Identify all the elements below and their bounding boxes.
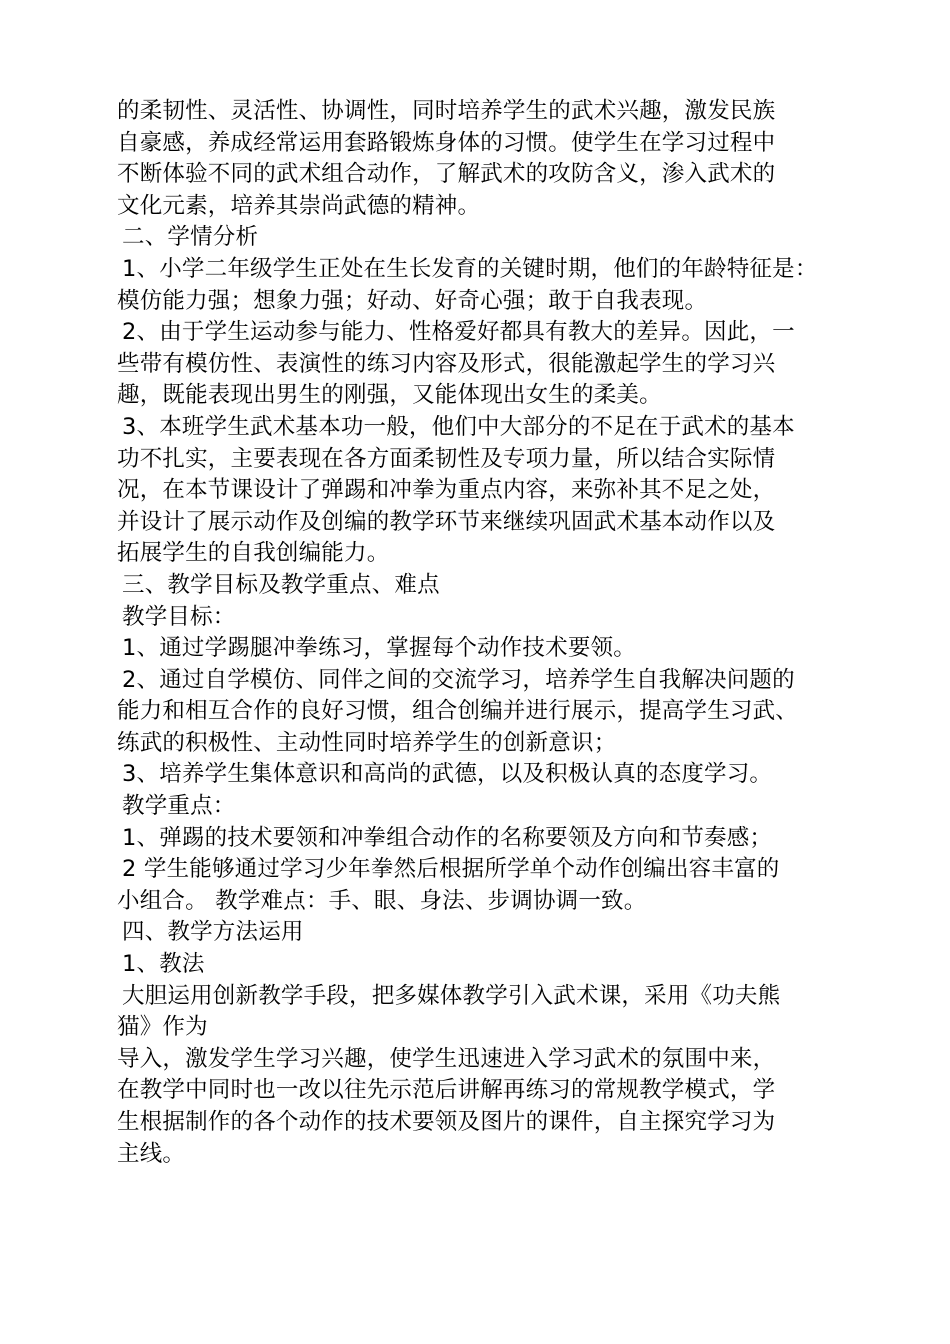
paragraph-line: 趣，既能表现出男生的刚强，又能体现出女生的柔美。	[117, 382, 662, 409]
paragraph-line: 不断体验不同的武术组合动作，了解武术的攻防含义，渗入武术的	[117, 161, 776, 188]
paragraph-line: 大胆运用创新教学手段，把多媒体教学引入武术课，采用《功夫熊	[122, 982, 781, 1009]
paragraph-line: 况，在本节课设计了弹踢和冲拳为重点内容，来弥补其不足之处，	[117, 477, 776, 504]
paragraph-line: 能力和相互合作的良好习惯，组合创编并进行展示，提高学生习武、	[117, 698, 799, 725]
paragraph-line: 在教学中同时也一改以往先示范后讲解再练习的常规教学模式，学	[117, 1077, 776, 1104]
paragraph-line: 的柔韧性、灵活性、协调性，同时培养学生的武术兴趣，激发民族	[117, 98, 776, 124]
subsection-heading: 1、教法	[122, 951, 205, 978]
paragraph-line: 1、弹踢的技术要领和冲拳组合动作的名称要领及方向和节奏感；	[122, 824, 773, 851]
paragraph-line: 自豪感，养成经常运用套路锻炼身体的习惯。使学生在学习过程中	[117, 129, 776, 156]
paragraph-line: 并设计了展示动作及创编的教学环节来继续巩固武术基本动作以及	[117, 508, 776, 535]
paragraph-line: 拓展学生的自我创编能力。	[117, 540, 390, 567]
paragraph-line: 3、本班学生武术基本功一般，他们中大部分的不足在于武术的基本	[122, 413, 795, 440]
paragraph-line: 猫》作为	[117, 1014, 208, 1041]
paragraph-line: 练武的积极性、主动性同时培养学生的创新意识；	[117, 729, 617, 756]
paragraph-line: 2、通过自学模仿、同伴之间的交流学习，培养学生自我解决问题的	[122, 666, 795, 693]
paragraph-line: 1、通过学踢腿冲拳练习，掌握每个动作技术要领。	[122, 635, 636, 662]
paragraph-line: 模仿能力强；想象力强；好动、好奇心强；敢于自我表现。	[117, 287, 708, 314]
paragraph-line: 功不扎实，主要表现在各方面柔韧性及专项力量，所以结合实际情	[117, 445, 776, 472]
section-heading: 二、学情分析	[122, 224, 259, 251]
subsection-heading: 教学重点：	[122, 793, 236, 820]
paragraph-line: 导入，激发学生学习兴趣，使学生迅速进入学习武术的氛围中来，	[117, 1045, 776, 1072]
paragraph-line: 生根据制作的各个动作的技术要领及图片的课件，自主探究学习为	[117, 1109, 776, 1135]
paragraph-line: 些带有模仿性、表演性的练习内容及形式，很能激起学生的学习兴	[117, 350, 776, 377]
paragraph-line: 2 学生能够通过学习少年拳然后根据所学单个动作创编出容丰富的	[122, 856, 780, 883]
section-heading: 三、教学目标及教学重点、难点	[122, 571, 440, 598]
subsection-heading: 教学目标：	[122, 603, 236, 630]
paragraph-line: 1、小学二年级学生正处在生长发育的关键时期，他们的年龄特征是：	[122, 255, 818, 282]
paragraph-line: 2、由于学生运动参与能力、性格爱好都具有教大的差异。因此，一	[122, 319, 795, 346]
paragraph-line: 文化元素，培养其崇尚武德的精神。	[117, 192, 481, 219]
section-heading: 四、教学方法运用	[122, 919, 304, 946]
paragraph-line: 3、培养学生集体意识和高尚的武德，以及积极认真的态度学习。	[122, 761, 773, 788]
paragraph-line: 小组合。 教学难点：手、眼、身法、步调协调一致。	[117, 887, 647, 914]
paragraph-line: 主线。	[117, 1140, 186, 1167]
document-body	[117, 96, 857, 1170]
